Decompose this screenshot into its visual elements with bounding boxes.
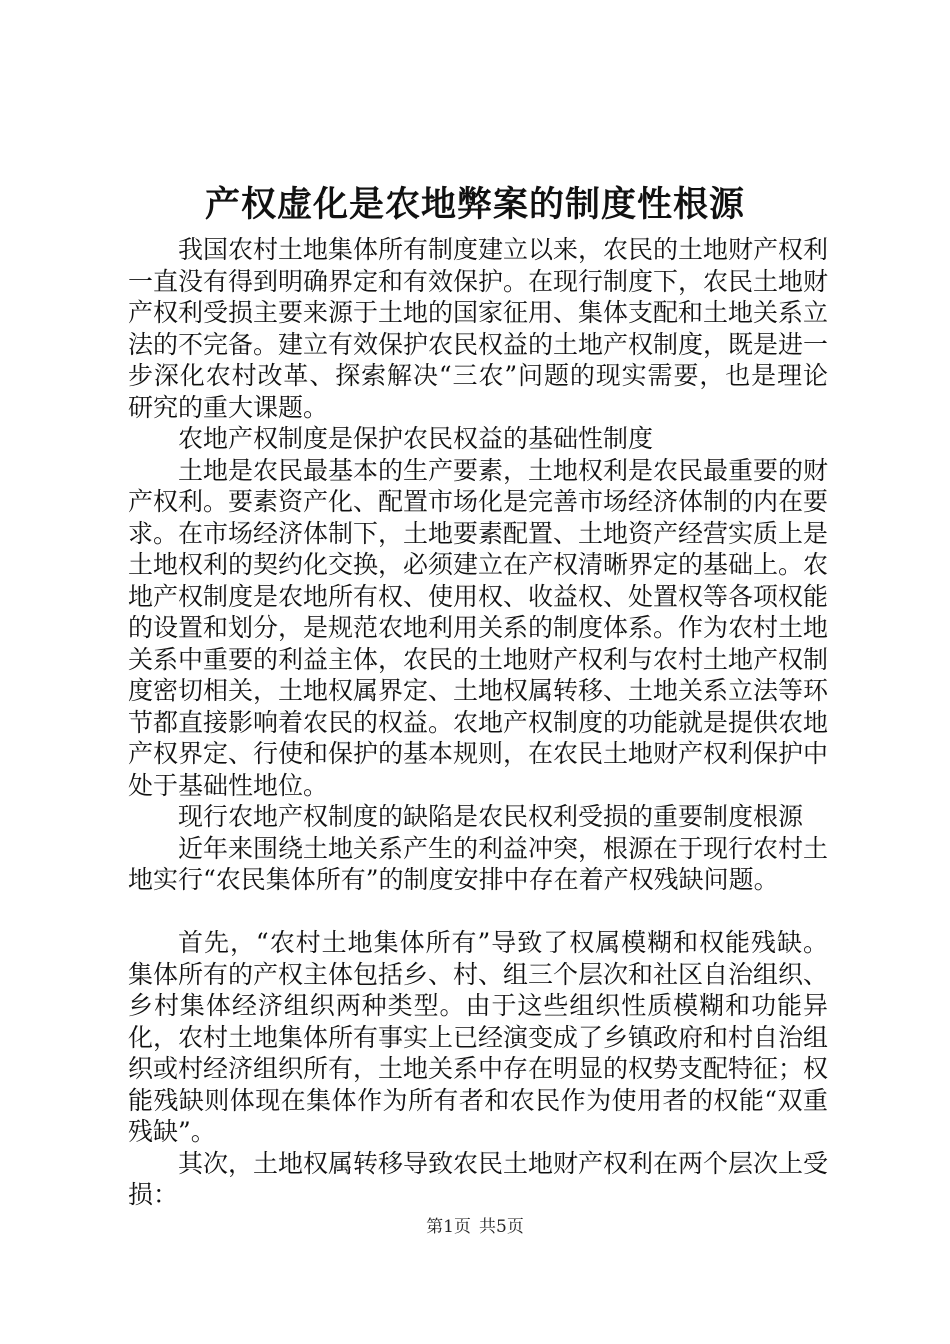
page-total: 共5页: [479, 1217, 524, 1237]
page-number: 第1页: [426, 1217, 471, 1237]
document-title: 产权虚化是农地弊案的制度性根源: [204, 184, 745, 225]
paragraph-land-rights: 土地是农民最基本的生产要素，土地权利是农民最重要的财产权利。要素资产化、配置市场化是完善市场经济体制的内在要求。在市场经济体制下，土地要素配置、土地资产经营实质上是土地权利的契约化交换，必须建立在产权清晰界定的基础上。农地产权制度是农地所有权、使用权、收益权、处置权等各项权能的设置和划分，是规范农地利用关系的制度体系。作为农村土地关系中重要的利益主体，农民的土地财产权利与农村土地产权制度密切相关，土地权属界定、土地权属转移、土地关系立法等环节都直接影响着农民的权益。农地产权制度的功能就是提供农地产权界定、行使和保护的基本规则，在农民土地财产权利保护中处于基础性地位。: [128, 455, 829, 800]
paragraph-conflicts: 近年来围绕土地关系产生的利益冲突，根源在于现行农村土地实行“农民集体所有”的制度安排中存在着产权残缺问题。: [128, 833, 829, 894]
paragraph-intro: 我国农村土地集体所有制度建立以来，农民的土地财产权利一直没有得到明确界定和有效保护。在现行制度下，农民土地财产权利受损主要来源于土地的国家征用、集体支配和土地关系立法的不完备。建立有效保护农民权益的土地产权制度，既是进一步深化农村改革、探索解决“三农”问题的现实需要，也是理论研究的重大课题。: [128, 235, 829, 422]
paragraph-second: 其次，土地权属转移导致农民土地财产权利在两个层次上受损：: [128, 1148, 829, 1209]
section-heading-foundation: 农地产权制度是保护农民权益的基础性制度: [178, 424, 654, 453]
section-heading-defects: 现行农地产权制度的缺陷是农民权利受损的重要制度根源: [178, 802, 804, 831]
page-footer: [0, 1216, 950, 1238]
paragraph-first: 首先，“农村土地集体所有”导致了权属模糊和权能残缺。集体所有的产权主体包括乡、村、组三个层次和社区自治组织、乡村集体经济组织两种类型。由于这些组织性质模糊和功能异化，农村土地集体所有事实上已经演变成了乡镇政府和村自治组织或村经济组织所有，土地关系中存在明显的权势支配特征；权能残缺则体现在集体作为所有者和农民作为使用者的权能“双重残缺”。: [128, 928, 829, 1146]
document-body: [128, 234, 828, 1211]
